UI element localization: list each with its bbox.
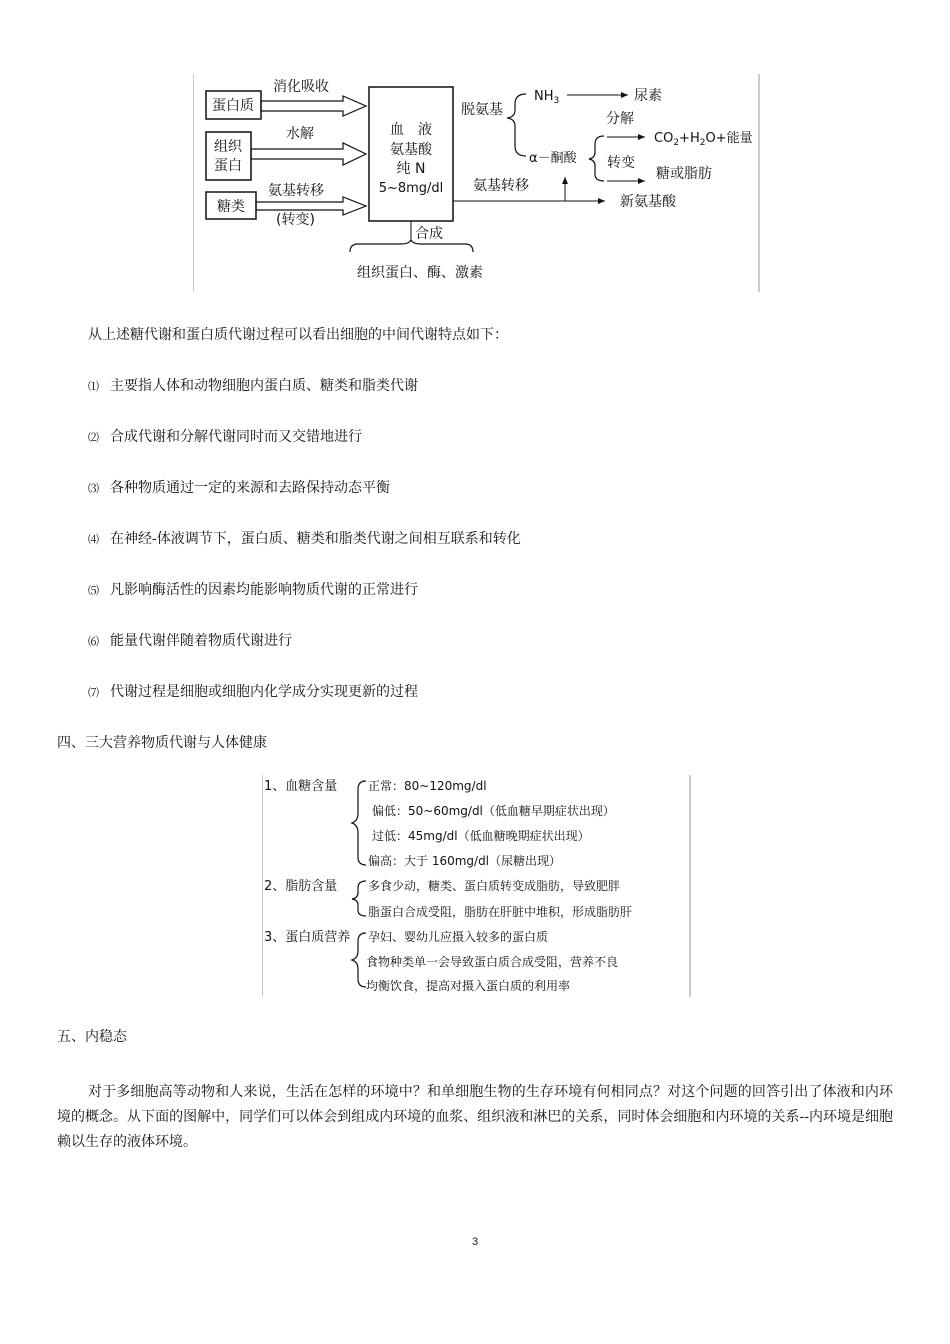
blood-sugar-heading: 1、血糖含量 [264,779,338,794]
protein-item-3: 均衡饮食，提高对摄入蛋白质的利用率 [366,979,571,993]
protein-brace [352,933,366,987]
list-item: ⑷ 在神经-体液调节下，蛋白质、糖类和脂类代谢之间相互联系和转化 [88,531,521,547]
new-amino-acid-label: 新氨基酸 [620,194,676,210]
center-line-2: 氨基酸 [390,142,432,158]
list-item: ⑵ 合成代谢和分解代谢同时而又交错地进行 [88,429,362,445]
blood-sugar-brace [352,781,366,865]
urea-label: 尿素 [634,88,662,104]
bs-high: 偏高：大于 160mg/dl（尿糖出现） [368,854,562,868]
sugar-or-fat-label: 糖或脂肪 [656,166,712,182]
synthesis-label: 合成 [415,226,443,242]
digest-arrow [261,96,366,116]
list-item: ⑺ 代谢过程是细胞或细胞内化学成分实现更新的过程 [88,684,418,700]
tissue-protein-label-1: 组织 [214,139,242,155]
protein-item-2: 食物种类单一会导致蛋白质合成受阻，营养不良 [366,955,619,969]
center-line-1: 血 液 [390,122,432,138]
synthesis-products-label: 组织蛋白、酶、激素 [357,265,483,281]
section-heading-4: 四、三大营养物质代谢与人体健康 [57,735,267,751]
sugar-label: 糖类 [217,199,245,215]
list-item: ⑴ 主要指人体和动物细胞内蛋白质、糖类和脂类代谢 [88,378,418,394]
list-item: ⑹ 能量代谢伴随着物质代谢进行 [88,633,292,649]
transamination-label: 氨基转移 [268,183,324,199]
hydrolysis-label: 水解 [286,126,314,142]
synthesis-brace [350,240,473,252]
alpha-keto-acid-label: α－酮酸 [529,151,577,166]
conversion-label: (转变) [276,212,315,228]
section-heading-5: 五、内稳态 [57,1029,127,1045]
transform-label: 转变 [607,155,635,171]
keto-acid-brace [589,136,604,181]
center-line-4: 5~8mg/dl [378,181,444,196]
tissue-protein-label-2: 蛋白 [214,158,242,174]
fat-heading: 2、脂肪含量 [264,879,338,894]
bs-too-low: 过低：45mg/dl（低血糖晚期症状出现） [372,829,590,843]
protein-heading: 3、蛋白质营养 [264,930,351,945]
fat-item-2: 脂蛋白合成受阻，脂肪在肝脏中堆积，形成脂肪肝 [368,905,633,919]
fat-item-1: 多食少动，糖类、蛋白质转变成脂肪，导致肥胖 [368,879,621,893]
center-line-3: 纯 N [396,161,426,177]
protein-label: 蛋白质 [212,98,254,114]
nutrition-health-diagram [262,775,691,997]
list-item: ⑶ 各种物质通过一定的来源和去路保持动态平衡 [88,480,390,496]
intro-text: 从上述糖代谢和蛋白质代谢过程可以看出细胞的中间代谢特点如下： [88,327,508,343]
bs-normal: 正常：80~120mg/dl [368,779,487,793]
protein-item-1: 孕妇、婴幼儿应摄入较多的蛋白质 [368,930,549,944]
fat-brace [352,881,366,916]
page-number: 3 [471,1236,479,1248]
deamination-label: 脱氨基 [461,102,503,118]
hydrolysis-arrow [251,143,366,165]
energy-products-label: $CO_2+H_2O+$能量 [654,131,753,148]
bs-low: 偏低：50~60mg/dl（低血糖早期症状出现） [372,804,615,818]
transamination2-label: 氨基转移 [473,178,529,194]
nh3-label: $NH_3$ [534,89,560,106]
decompose-label: 分解 [606,111,634,127]
digest-label: 消化吸收 [273,79,329,95]
list-item: ⑸ 凡影响酶活性的因素均能影响物质代谢的正常进行 [88,582,418,598]
deamination-brace [507,94,526,156]
homeostasis-paragraph: 对于多细胞高等动物和人来说，生活在怎样的环境中？和单细胞生物的生存环境有何相同点？对这个问题的回答引出了体液和内环境的概念。从下面的图解中，同学们可以体会到组成内环境的血浆、组织液和淋巴的关系，同时体会细胞和内环境的关系--内环境是细胞赖以生存的液体环境。 [57,1084,893,1150]
protein-metabolism-diagram [193,74,760,292]
